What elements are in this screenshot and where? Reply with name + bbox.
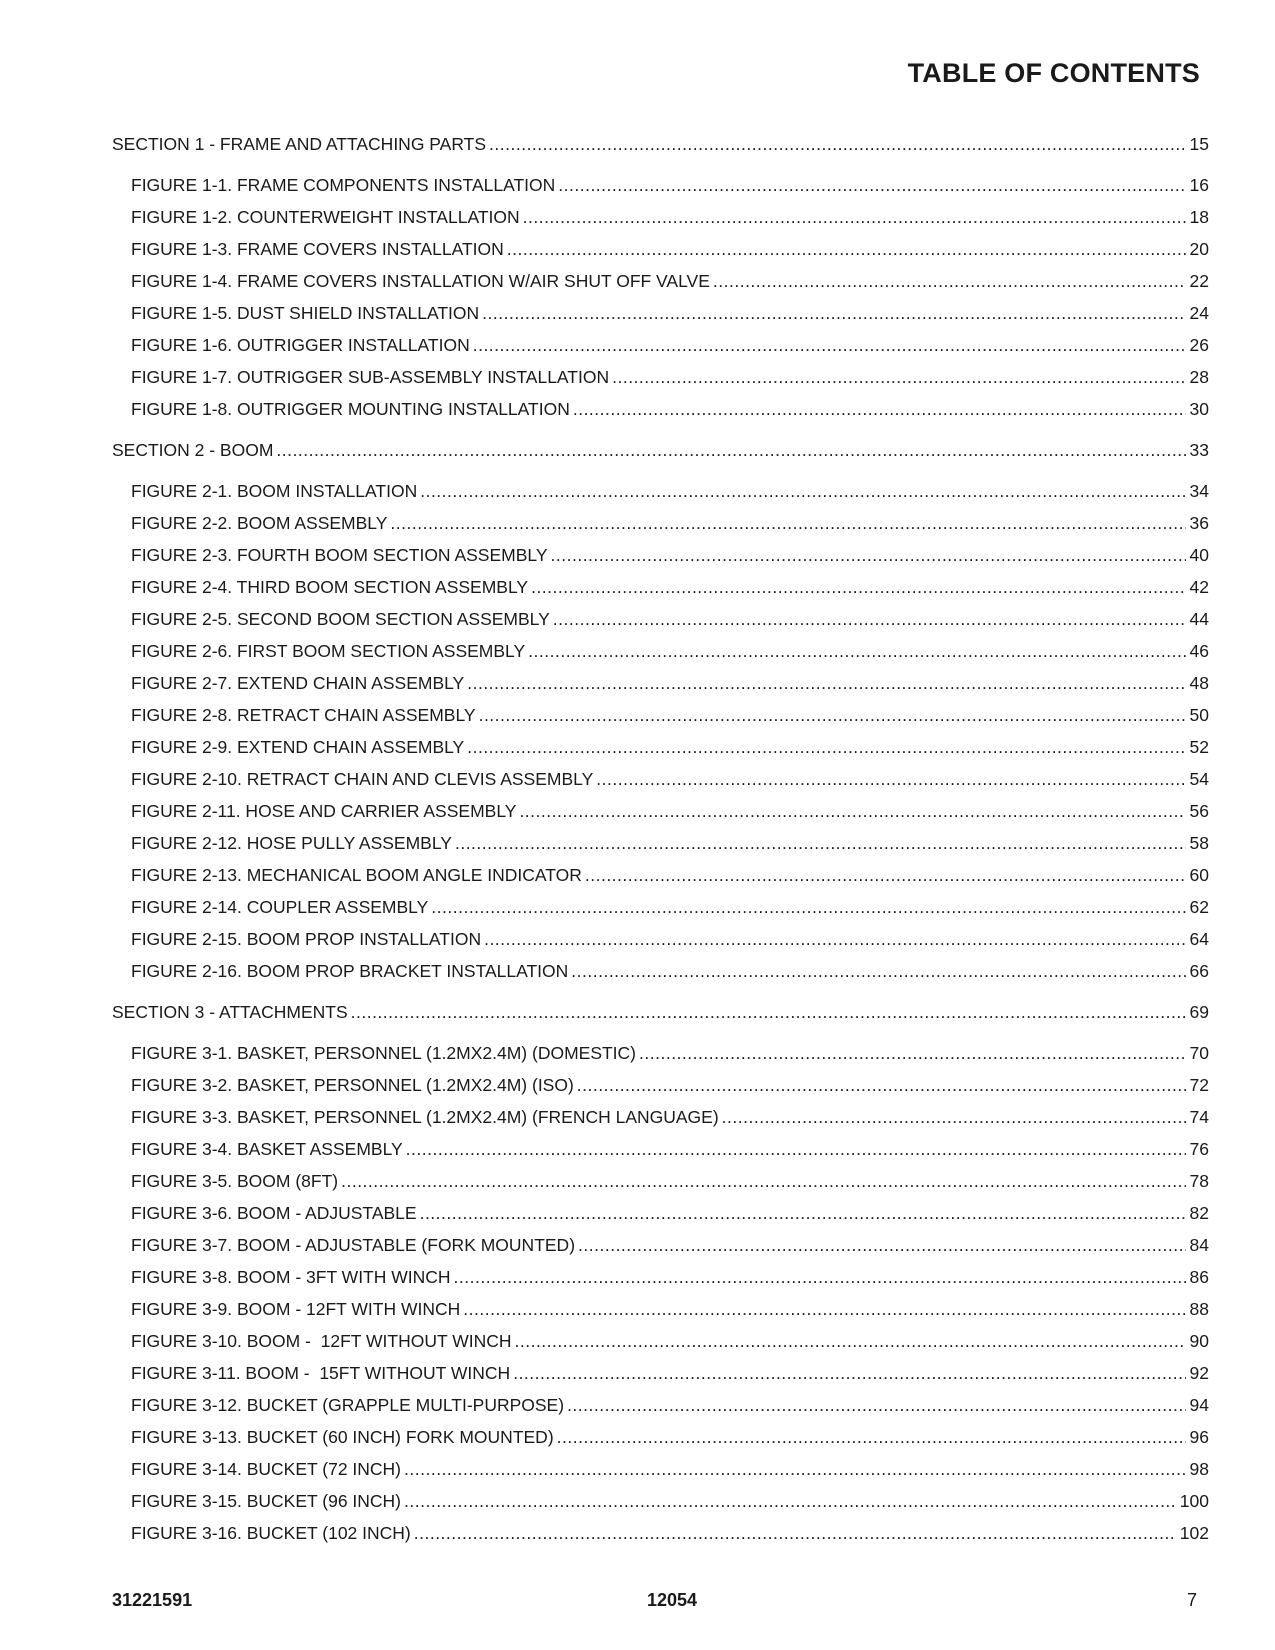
page-number: 7 bbox=[1186, 1590, 1197, 1610]
entry-label: FIGURE 3-4. BASKET ASSEMBLY bbox=[131, 1139, 403, 1159]
toc-figure-entry[interactable] bbox=[112, 1421, 1209, 1453]
toc-figure-entry[interactable] bbox=[112, 1229, 1209, 1261]
dot-leader bbox=[523, 201, 1186, 233]
entry-page-number: 96 bbox=[1189, 1427, 1209, 1447]
entry-label: SECTION 2 - BOOM bbox=[112, 440, 274, 460]
toc-figure-entry[interactable] bbox=[112, 265, 1209, 297]
toc-figure-entry[interactable] bbox=[112, 795, 1209, 827]
entry-page-number: 15 bbox=[1189, 134, 1209, 154]
entry-page-number: 36 bbox=[1189, 513, 1209, 533]
toc-figure-entry[interactable] bbox=[112, 955, 1209, 987]
toc-figure-entry[interactable] bbox=[112, 603, 1209, 635]
dot-leader bbox=[351, 996, 1186, 1028]
entry-label: FIGURE 3-2. BASKET, PERSONNEL (1.2MX2.4M) (ISO) bbox=[131, 1075, 574, 1095]
entry-label: FIGURE 2-2. BOOM ASSEMBLY bbox=[131, 513, 388, 533]
entry-label: FIGURE 3-15. BUCKET (96 INCH) bbox=[131, 1491, 402, 1511]
toc-figure-entry[interactable] bbox=[112, 891, 1209, 923]
entry-page-number: 72 bbox=[1189, 1075, 1209, 1095]
entry-page-number: 52 bbox=[1189, 737, 1209, 757]
dot-leader bbox=[553, 603, 1186, 635]
dot-leader bbox=[390, 507, 1185, 539]
entry-page-number: 46 bbox=[1189, 641, 1209, 661]
toc-figure-entry[interactable] bbox=[112, 571, 1209, 603]
dot-leader bbox=[467, 667, 1185, 699]
entry-label: FIGURE 3-5. BOOM (8FT) bbox=[131, 1171, 339, 1191]
dot-leader bbox=[454, 1261, 1186, 1293]
entry-page-number: 42 bbox=[1189, 577, 1209, 597]
dot-leader bbox=[557, 1421, 1186, 1453]
entry-page-number: 70 bbox=[1189, 1043, 1209, 1063]
toc-figure-entry[interactable] bbox=[112, 475, 1209, 507]
dot-leader bbox=[406, 1133, 1186, 1165]
toc-figure-entry[interactable] bbox=[112, 361, 1209, 393]
dot-leader bbox=[420, 1197, 1186, 1229]
entry-page-number: 90 bbox=[1189, 1331, 1209, 1351]
dot-leader bbox=[484, 923, 1185, 955]
entry-label: FIGURE 3-1. BASKET, PERSONNEL (1.2MX2.4M) (DOMESTIC) bbox=[131, 1043, 637, 1063]
dot-leader bbox=[513, 1357, 1185, 1389]
entry-label: FIGURE 1-8. OUTRIGGER MOUNTING INSTALLATION bbox=[131, 399, 570, 419]
entry-label: FIGURE 2-3. FOURTH BOOM SECTION ASSEMBLY bbox=[131, 545, 548, 565]
entry-label: FIGURE 2-11. HOSE AND CARRIER ASSEMBLY bbox=[131, 801, 517, 821]
dot-leader bbox=[341, 1165, 1185, 1197]
entry-label: FIGURE 1-6. OUTRIGGER INSTALLATION bbox=[131, 335, 470, 355]
entry-page-number: 76 bbox=[1189, 1139, 1209, 1159]
toc-figure-entry[interactable] bbox=[112, 859, 1209, 891]
entry-page-number: 20 bbox=[1189, 239, 1209, 259]
entry-label: FIGURE 3-8. BOOM - 3FT WITH WINCH bbox=[131, 1267, 451, 1287]
toc-figure-entry[interactable] bbox=[112, 923, 1209, 955]
dot-leader bbox=[639, 1037, 1186, 1069]
toc-figure-entry[interactable] bbox=[112, 1325, 1209, 1357]
toc-figure-entry[interactable] bbox=[112, 329, 1209, 361]
toc-figure-entry[interactable] bbox=[112, 1485, 1209, 1517]
dot-leader bbox=[463, 1293, 1185, 1325]
entry-page-number: 50 bbox=[1189, 705, 1209, 725]
entry-label: SECTION 3 - ATTACHMENTS bbox=[112, 1002, 348, 1022]
entry-label: FIGURE 3-14. BUCKET (72 INCH) bbox=[131, 1459, 402, 1479]
entry-label: FIGURE 2-12. HOSE PULLY ASSEMBLY bbox=[131, 833, 452, 853]
dot-leader bbox=[455, 827, 1186, 859]
document-number: 31221591 bbox=[112, 1590, 193, 1610]
dot-leader bbox=[276, 434, 1185, 466]
toc-figure-entry[interactable] bbox=[112, 233, 1209, 265]
entry-page-number: 74 bbox=[1189, 1107, 1209, 1127]
entry-label: FIGURE 2-6. FIRST BOOM SECTION ASSEMBLY bbox=[131, 641, 526, 661]
dot-leader bbox=[507, 233, 1186, 265]
entry-label: FIGURE 3-10. BOOM - 12FT WITHOUT WINCH bbox=[131, 1331, 512, 1351]
entry-label: FIGURE 1-1. FRAME COMPONENTS INSTALLATION bbox=[131, 175, 556, 195]
entry-page-number: 66 bbox=[1189, 961, 1209, 981]
entry-label: FIGURE 2-16. BOOM PROP BRACKET INSTALLATION bbox=[131, 961, 569, 981]
dot-leader bbox=[551, 539, 1186, 571]
entry-label: FIGURE 3-7. BOOM - ADJUSTABLE (FORK MOUNTED) bbox=[131, 1235, 576, 1255]
entry-page-number: 64 bbox=[1189, 929, 1209, 949]
entry-page-number: 102 bbox=[1179, 1523, 1209, 1543]
entry-page-number: 18 bbox=[1189, 207, 1209, 227]
entry-label: FIGURE 2-10. RETRACT CHAIN AND CLEVIS ASSEMBLY bbox=[131, 769, 594, 789]
entry-page-number: 82 bbox=[1189, 1203, 1209, 1223]
toc-figure-entry[interactable] bbox=[112, 393, 1209, 425]
entry-label: FIGURE 3-6. BOOM - ADJUSTABLE bbox=[131, 1203, 417, 1223]
entry-page-number: 40 bbox=[1189, 545, 1209, 565]
entry-label: FIGURE 2-5. SECOND BOOM SECTION ASSEMBLY bbox=[131, 609, 550, 629]
entry-label: FIGURE 1-2. COUNTERWEIGHT INSTALLATION bbox=[131, 207, 520, 227]
dot-leader bbox=[596, 763, 1185, 795]
dot-leader bbox=[578, 1229, 1186, 1261]
entry-label: FIGURE 3-16. BUCKET (102 INCH) bbox=[131, 1523, 411, 1543]
entry-label: FIGURE 2-7. EXTEND CHAIN ASSEMBLY bbox=[131, 673, 465, 693]
dot-leader bbox=[414, 1517, 1176, 1549]
dot-leader bbox=[571, 955, 1185, 987]
toc-figure-entry[interactable] bbox=[112, 731, 1209, 763]
dot-leader bbox=[519, 795, 1185, 827]
entry-page-number: 58 bbox=[1189, 833, 1209, 853]
model-number: 12054 bbox=[647, 1590, 698, 1610]
entry-page-number: 16 bbox=[1189, 175, 1209, 195]
toc-figure-entry[interactable] bbox=[112, 507, 1209, 539]
entry-label: FIGURE 2-13. MECHANICAL BOOM ANGLE INDICATOR bbox=[131, 865, 582, 885]
dot-leader bbox=[420, 475, 1185, 507]
entry-page-number: 34 bbox=[1189, 481, 1209, 501]
page-title: TABLE OF CONTENTS bbox=[907, 58, 1200, 88]
dot-leader bbox=[482, 297, 1185, 329]
toc-figure-entry[interactable] bbox=[112, 1293, 1209, 1325]
entry-label: SECTION 1 - FRAME AND ATTACHING PARTS bbox=[112, 134, 487, 154]
toc-figure-entry[interactable] bbox=[112, 1069, 1209, 1101]
entry-page-number: 24 bbox=[1189, 303, 1209, 323]
entry-label: FIGURE 2-1. BOOM INSTALLATION bbox=[131, 481, 418, 501]
entry-page-number: 98 bbox=[1189, 1459, 1209, 1479]
dot-leader bbox=[431, 891, 1185, 923]
entry-page-number: 78 bbox=[1189, 1171, 1209, 1191]
entry-label: FIGURE 3-11. BOOM - 15FT WITHOUT WINCH bbox=[131, 1363, 511, 1383]
entry-label: FIGURE 3-12. BUCKET (GRAPPLE MULTI-PURPOSE) bbox=[131, 1395, 565, 1415]
dot-leader bbox=[573, 393, 1186, 425]
dot-leader bbox=[479, 699, 1186, 731]
entry-page-number: 33 bbox=[1189, 440, 1209, 460]
entry-label: FIGURE 2-4. THIRD BOOM SECTION ASSEMBLY bbox=[131, 577, 529, 597]
toc-figure-entry[interactable] bbox=[112, 1165, 1209, 1197]
toc-figure-entry[interactable] bbox=[112, 1389, 1209, 1421]
entry-page-number: 44 bbox=[1189, 609, 1209, 629]
entry-page-number: 92 bbox=[1189, 1363, 1209, 1383]
entry-page-number: 22 bbox=[1189, 271, 1209, 291]
toc-figure-entry[interactable] bbox=[112, 1037, 1209, 1069]
toc-figure-entry[interactable] bbox=[112, 1453, 1209, 1485]
entry-label: FIGURE 2-15. BOOM PROP INSTALLATION bbox=[131, 929, 482, 949]
toc-figure-entry[interactable] bbox=[112, 635, 1209, 667]
entry-page-number: 100 bbox=[1179, 1491, 1209, 1511]
dot-leader bbox=[528, 635, 1185, 667]
dot-leader bbox=[713, 265, 1186, 297]
dot-leader bbox=[612, 361, 1185, 393]
entry-page-number: 56 bbox=[1189, 801, 1209, 821]
entry-label: FIGURE 1-7. OUTRIGGER SUB-ASSEMBLY INSTALLATION bbox=[131, 367, 610, 387]
dot-leader bbox=[404, 1453, 1186, 1485]
toc-figure-entry[interactable] bbox=[112, 1133, 1209, 1165]
entry-label: FIGURE 3-13. BUCKET (60 INCH) FORK MOUNTED) bbox=[131, 1427, 554, 1447]
toc-figure-entry[interactable] bbox=[112, 1101, 1209, 1133]
toc-figure-entry[interactable] bbox=[112, 1357, 1209, 1389]
toc-figure-entry[interactable] bbox=[112, 169, 1209, 201]
entry-page-number: 69 bbox=[1189, 1002, 1209, 1022]
entry-label: FIGURE 1-4. FRAME COVERS INSTALLATION W/AIR SHUT OFF VALVE bbox=[131, 271, 710, 291]
toc-figure-entry[interactable] bbox=[112, 1197, 1209, 1229]
toc-figure-entry[interactable] bbox=[112, 1517, 1209, 1549]
toc-figure-entry[interactable] bbox=[112, 539, 1209, 571]
entry-page-number: 88 bbox=[1189, 1299, 1209, 1319]
entry-label: FIGURE 2-8. RETRACT CHAIN ASSEMBLY bbox=[131, 705, 476, 725]
entry-label: FIGURE 2-9. EXTEND CHAIN ASSEMBLY bbox=[131, 737, 465, 757]
entry-page-number: 94 bbox=[1189, 1395, 1209, 1415]
entry-label: FIGURE 3-3. BASKET, PERSONNEL (1.2MX2.4M) (FRENCH LANGUAGE) bbox=[131, 1107, 719, 1127]
entry-page-number: 86 bbox=[1189, 1267, 1209, 1287]
dot-leader bbox=[515, 1325, 1186, 1357]
dot-leader bbox=[489, 128, 1186, 160]
toc-section-entry[interactable] bbox=[112, 996, 1209, 1028]
toc-figure-entry[interactable] bbox=[112, 1261, 1209, 1293]
entry-page-number: 62 bbox=[1189, 897, 1209, 917]
entry-page-number: 60 bbox=[1189, 865, 1209, 885]
entry-label: FIGURE 1-5. DUST SHIELD INSTALLATION bbox=[131, 303, 480, 323]
entry-page-number: 28 bbox=[1189, 367, 1209, 387]
toc-figure-entry[interactable] bbox=[112, 201, 1209, 233]
entry-label: FIGURE 3-9. BOOM - 12FT WITH WINCH bbox=[131, 1299, 461, 1319]
toc-figure-entry[interactable] bbox=[112, 699, 1209, 731]
dot-leader bbox=[404, 1485, 1176, 1517]
dot-leader bbox=[473, 329, 1186, 361]
entry-page-number: 30 bbox=[1189, 399, 1209, 419]
dot-leader bbox=[567, 1389, 1185, 1421]
dot-leader bbox=[558, 169, 1185, 201]
toc-section-entry[interactable] bbox=[112, 434, 1209, 466]
toc-figure-entry[interactable] bbox=[112, 297, 1209, 329]
entry-page-number: 84 bbox=[1189, 1235, 1209, 1255]
dot-leader bbox=[577, 1069, 1186, 1101]
dot-leader bbox=[585, 859, 1186, 891]
toc-figure-entry[interactable] bbox=[112, 763, 1209, 795]
toc-figure-entry[interactable] bbox=[112, 667, 1209, 699]
entry-label: FIGURE 1-3. FRAME COVERS INSTALLATION bbox=[131, 239, 504, 259]
entry-page-number: 26 bbox=[1189, 335, 1209, 355]
dot-leader bbox=[531, 571, 1185, 603]
entry-page-number: 54 bbox=[1189, 769, 1209, 789]
entry-page-number: 48 bbox=[1189, 673, 1209, 693]
toc-section-entry[interactable] bbox=[112, 128, 1209, 160]
toc-list bbox=[112, 128, 1209, 1549]
dot-leader bbox=[722, 1101, 1186, 1133]
toc-figure-entry[interactable] bbox=[112, 827, 1209, 859]
page-footer bbox=[112, 1590, 1197, 1614]
dot-leader bbox=[467, 731, 1185, 763]
entry-label: FIGURE 2-14. COUPLER ASSEMBLY bbox=[131, 897, 429, 917]
